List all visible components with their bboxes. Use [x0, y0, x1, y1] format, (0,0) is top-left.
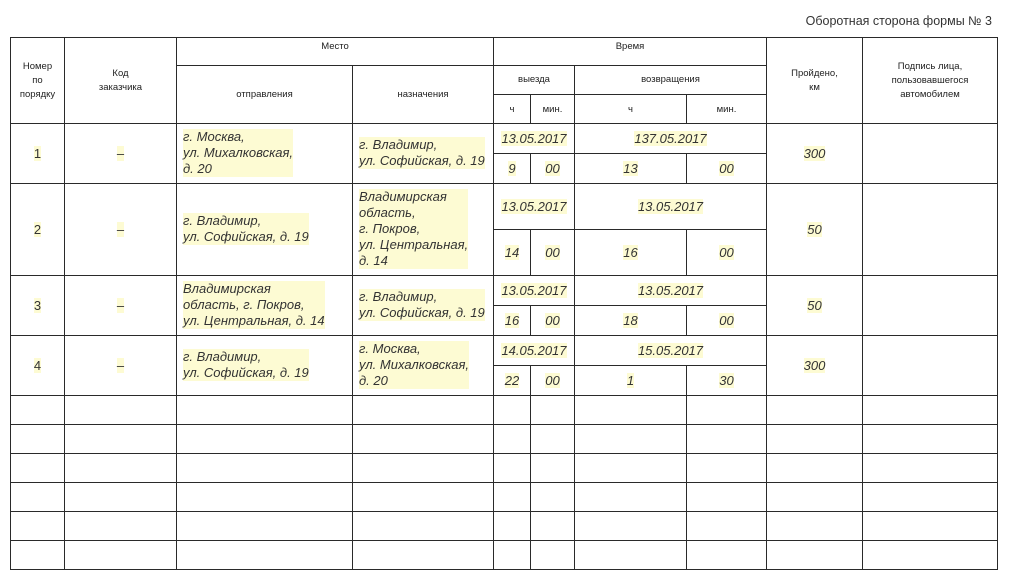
- header-distance: Пройдено, км: [767, 38, 863, 124]
- return-minutes: 00: [719, 160, 734, 176]
- signature-cell: [863, 184, 998, 276]
- row-number: 3: [33, 297, 42, 313]
- customer-code: –: [116, 145, 125, 161]
- distance-km: 50: [807, 297, 822, 313]
- header-departure-hours: ч: [494, 95, 531, 124]
- departure-minutes: 00: [545, 372, 560, 388]
- return-date: 13.05.2017: [637, 198, 704, 214]
- departure-minutes: 00: [545, 160, 560, 176]
- header-time: Время: [494, 38, 767, 66]
- customer-code: –: [116, 221, 125, 237]
- return-hours: 1: [626, 372, 635, 388]
- departure-date: 14.05.2017: [501, 342, 567, 358]
- customer-code: –: [116, 357, 125, 373]
- departure-hours: 16: [504, 312, 520, 328]
- table-row: [11, 184, 998, 230]
- header-place: Место: [177, 38, 494, 66]
- departure-hours: 14: [504, 244, 520, 260]
- table-row: [11, 124, 998, 154]
- from-address: г. Владимир, ул. Софийская, д. 19: [177, 184, 353, 276]
- return-hours: 16: [623, 244, 638, 260]
- empty-row: [11, 483, 998, 512]
- from-address: Владимирская область, г. Покров, ул. Центральная, д. 14: [177, 276, 353, 336]
- departure-minutes: 00: [545, 312, 560, 328]
- return-minutes: 00: [719, 244, 734, 260]
- header-return: возвращения: [575, 66, 767, 95]
- form-caption: Оборотная сторона формы № 3: [805, 14, 992, 28]
- header-from: отправления: [177, 66, 353, 124]
- departure-minutes: 00: [545, 244, 560, 260]
- empty-row: [11, 454, 998, 483]
- waybill-table: [10, 37, 998, 570]
- header-departure: выезда: [494, 66, 575, 95]
- empty-row: [11, 512, 998, 541]
- signature-cell: [863, 336, 998, 396]
- header-return-hours: ч: [575, 95, 687, 124]
- header-signature: Подпись лица, пользовавшегося автомобилем: [863, 38, 998, 124]
- departure-date: 13.05.2017: [501, 130, 567, 146]
- empty-row: [11, 425, 998, 454]
- row-number: 1: [33, 145, 42, 161]
- from-address: г. Владимир, ул. Софийская, д. 19: [177, 336, 353, 396]
- to-address: г. Владимир, ул. Софийская, д. 19: [353, 276, 494, 336]
- return-hours: 13: [623, 160, 638, 176]
- return-date: 13.05.2017: [637, 282, 704, 298]
- return-date: 15.05.2017: [637, 342, 704, 358]
- distance-km: 300: [803, 357, 826, 373]
- header-number: Номер по порядку: [11, 38, 65, 124]
- table-row: [11, 276, 998, 306]
- to-address: г. Владимир, ул. Софийская, д. 19: [353, 124, 494, 184]
- empty-row: [11, 396, 998, 425]
- distance-km: 300: [803, 145, 826, 161]
- distance-km: 50: [807, 221, 822, 237]
- departure-hours: 9: [508, 160, 516, 176]
- from-address: г. Москва, ул. Михалковская, д. 20: [177, 124, 353, 184]
- signature-cell: [863, 124, 998, 184]
- to-address: г. Москва, ул. Михалковская, д. 20: [353, 336, 494, 396]
- row-number: 4: [33, 357, 42, 373]
- header-return-minutes: мин.: [687, 95, 767, 124]
- header-customer-code: Код заказчика: [65, 38, 177, 124]
- signature-cell: [863, 276, 998, 336]
- departure-date: 13.05.2017: [501, 282, 567, 298]
- to-address: Владимирская область, г. Покров, ул. Центральная, д. 14: [353, 184, 494, 276]
- return-date: 137.05.2017: [634, 130, 707, 146]
- empty-row: [11, 541, 998, 570]
- departure-date: 13.05.2017: [501, 198, 567, 214]
- table-row: [11, 336, 998, 366]
- departure-hours: 22: [504, 372, 520, 388]
- customer-code: –: [116, 297, 125, 313]
- return-hours: 18: [623, 312, 638, 328]
- header-departure-minutes: мин.: [531, 95, 575, 124]
- header-to: назначения: [353, 66, 494, 124]
- row-number: 2: [33, 221, 42, 237]
- return-minutes: 30: [719, 372, 734, 388]
- return-minutes: 00: [719, 312, 734, 328]
